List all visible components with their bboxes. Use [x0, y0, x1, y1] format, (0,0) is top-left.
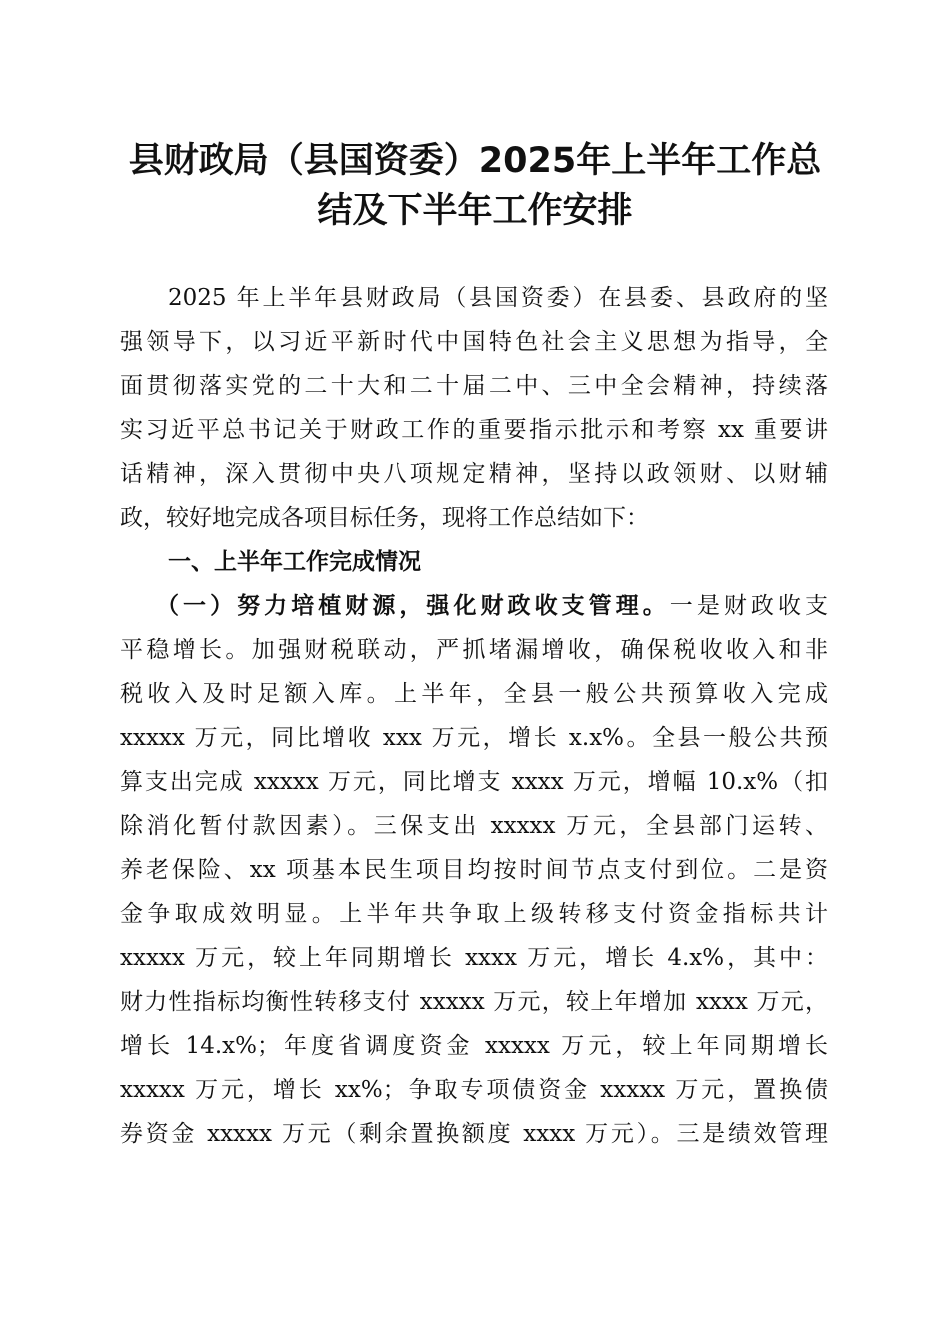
intro-line: 政，较好地完成各项目标任务，现将工作总结如下：: [120, 505, 649, 531]
intro-line: 实习近平总书记关于财政工作的重要指示批示和考察 xx 重要讲: [120, 417, 828, 443]
body-line: 算支出完成 xxxxx 万元，同比增支 xxxx 万元，增幅 10.x%（扣: [120, 769, 828, 795]
intro-line: 强领导下，以习近平新时代中国特色社会主义思想为指导，全: [120, 329, 828, 355]
body-line: xxxxx 万元，同比增收 xxx 万元，增长 x.x%。全县一般公共预: [120, 725, 828, 751]
body-line: xxxxx 万元，增长 xx%；争取专项债资金 xxxxx 万元，置换债: [120, 1077, 828, 1103]
subsection-heading: （一）努力培植财源，强化财政收支管理。: [156, 592, 670, 619]
document-body: [120, 276, 828, 1156]
intro-line: 话精神，深入贯彻中央八项规定精神，坚持以政领财、以财辅: [120, 461, 828, 487]
intro-line: 2025 年上半年县财政局（县国资委）在县委、县政府的坚: [168, 285, 828, 311]
title-line-2: 结及下半年工作安排: [317, 191, 633, 231]
body-line: 除消化暂付款因素）。三保支出 xxxxx 万元，全县部门运转、: [120, 813, 828, 839]
body-line: xxxxx 万元，较上年同期增长 xxxx 万元，增长 4.x%，其中：: [120, 945, 828, 971]
intro-line: 面贯彻落实党的二十大和二十届二中、三中全会精神，持续落: [120, 373, 828, 399]
subsection-paragraph-start: [120, 584, 828, 628]
body-line: 券资金 xxxxx 万元（剩余置换额度 xxxx 万元）。三是绩效管理: [120, 1121, 828, 1147]
body-line: 增长 14.x%；年度省调度资金 xxxxx 万元，较上年同期增长: [120, 1033, 828, 1059]
section-heading: 一、上半年工作完成情况: [168, 549, 421, 575]
body-line: 平稳增长。加强财税联动，严抓堵漏增收，确保税收收入和非: [120, 637, 828, 663]
body-line: 财力性指标均衡性转移支付 xxxxx 万元，较上年增加 xxxx 万元，: [120, 989, 828, 1015]
body-line: 税收入及时足额入库。上半年，全县一般公共预算收入完成: [120, 681, 828, 707]
document-title: [90, 136, 860, 236]
subsection-lead-text: 一是财政收支: [669, 593, 829, 619]
title-line-1: 县财政局（县国资委）2025年上半年工作总: [128, 141, 822, 181]
body-line: 金争取成效明显。上半年共争取上级转移支付资金指标共计: [120, 901, 828, 927]
body-line: 养老保险、xx 项基本民生项目均按时间节点支付到位。二是资: [120, 857, 828, 883]
